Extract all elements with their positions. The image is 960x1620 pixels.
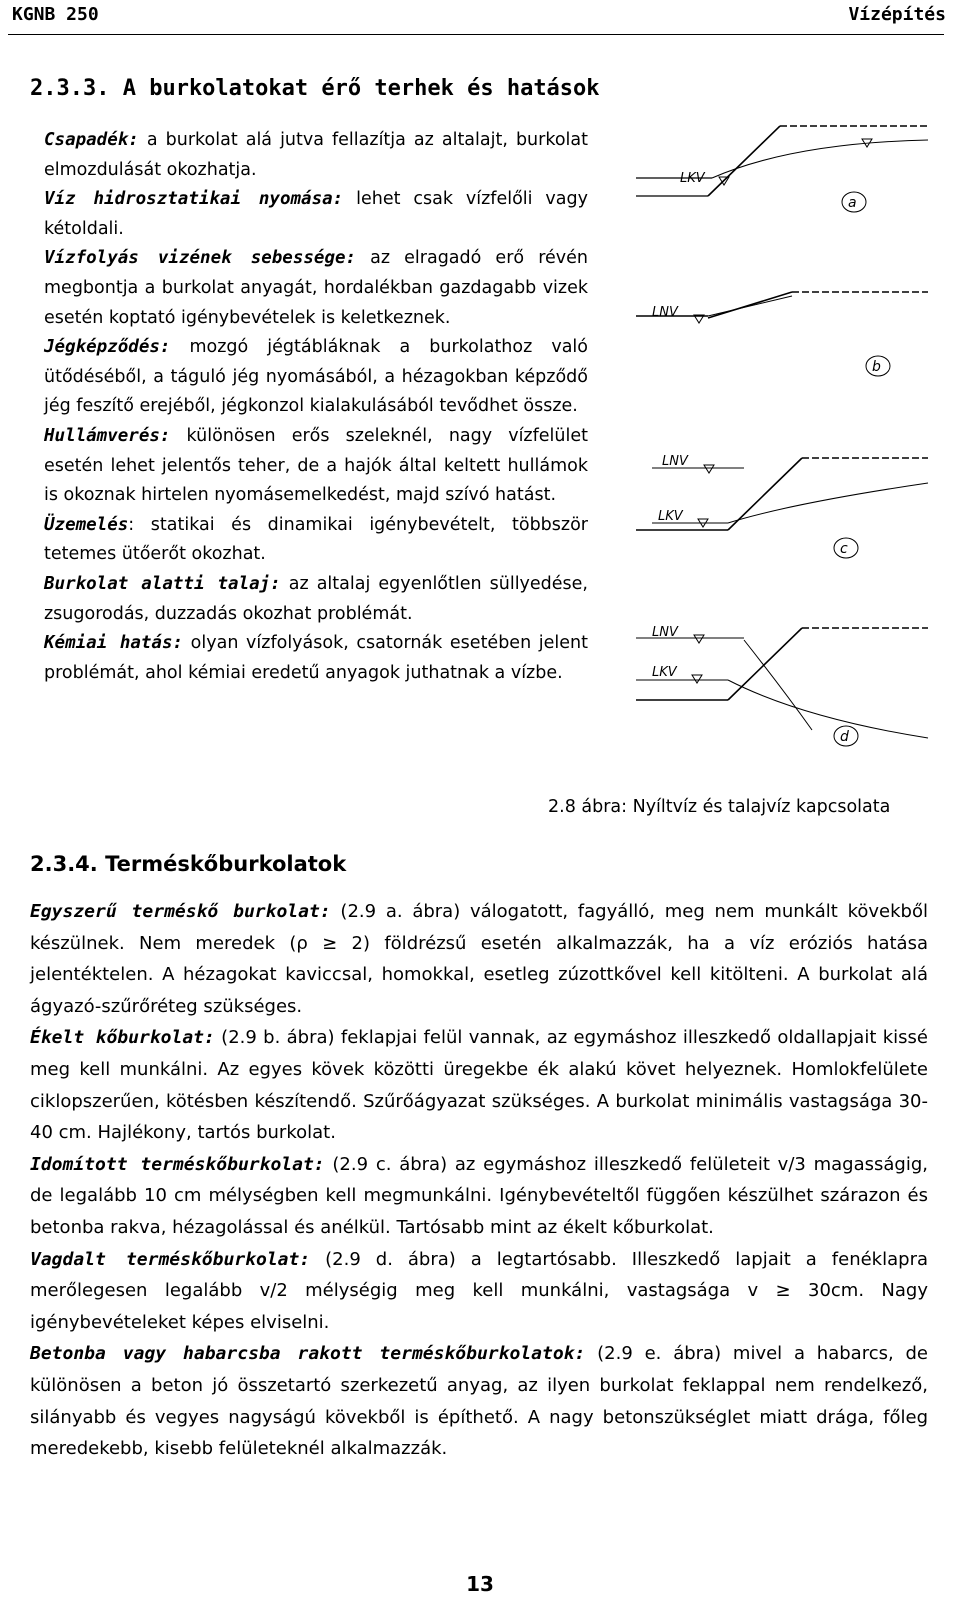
section-title-2-3-4: 2.3.4. Terméskőburkolatok — [30, 852, 347, 876]
load-text: az elragadó erő révén megbontja a burkolat anyagát, hordalékban gazdagabb vizek esetén koptató igénybevételek is keletkeznek. — [44, 248, 588, 328]
panel-label: LKV — [652, 665, 677, 680]
paving-item — [30, 1149, 928, 1244]
paving-text: (2.9 d. ábra) a legtartósabb. Illeszkedő lapjait a fenéklapra merőlegesen legalább v/2 mélységig meg kell munkálni, vastagsága v ≥ 30cm. Nagy igénybevételeket képes elviselni. — [30, 1248, 928, 1333]
panel-label: LNV — [652, 625, 678, 640]
panel-letter: c — [840, 541, 848, 557]
load-term: Vízfolyás vizének sebessége: — [44, 248, 357, 269]
load-term: Kémiai hatás: — [44, 633, 184, 654]
figure-panel-a — [636, 126, 928, 212]
page-number: 13 — [466, 1572, 494, 1596]
paving-item — [30, 1338, 928, 1464]
load-text: különösen erős szeleknél, nagy vízfelület esetén lehet jelentős teher, de a hajók által keltett hullámok is okoznak hirtelen nyomásemelkedést, majd szívó hatást. — [44, 425, 588, 506]
load-item — [44, 244, 588, 333]
load-item — [44, 511, 588, 570]
stone-paving-list — [30, 896, 928, 1465]
header-right: Vízépítés — [848, 4, 946, 25]
load-term: Hullámverés: — [44, 425, 171, 446]
load-term: Víz hidrosztatikai nyomása: — [44, 189, 344, 210]
load-item — [44, 422, 588, 511]
paving-term: Vagdalt terméskőburkolat: — [30, 1248, 311, 1270]
paving-term: Idomított terméskőburkolat: — [30, 1153, 325, 1175]
section-title-2-3-3: 2.3.3. A burkolatokat érő terhek és hatások — [30, 76, 600, 101]
figure-water-groundwater-diagram — [632, 118, 932, 768]
paving-text: (2.9 c. ábra) az egymáshoz illeszkedő felületeit v/3 magasságig, de legalább 10 cm mélységben kell megmunkálni. Igénybevételtől függően készülhet szárazon és betonba rakva, hézagolással és anélkül. Tartósabb mint az ékelt kőburkolat. — [30, 1153, 928, 1238]
load-term: Üzemelés — [44, 514, 129, 535]
load-text: lehet csak vízfelőli vagy kétoldali. — [44, 189, 588, 239]
panel-letter: d — [840, 729, 849, 745]
panel-letter: b — [872, 359, 881, 375]
load-term: Jégképződés: — [44, 337, 171, 358]
load-text: az altalaj egyenlőtlen süllyedése, zsugorodás, duzzadás okozhat problémát. — [44, 573, 588, 624]
panel-label: LNV — [662, 454, 688, 469]
paving-term: Betonba vagy habarcsba rakott terméskőburkolatok: — [30, 1343, 586, 1365]
figure-panel-b — [636, 292, 928, 376]
paving-text: (2.9 a. ábra) válogatott, fagyálló, meg nem munkált kövekből készülnek. Nem meredek (ρ ≥ 2) földrézsű esetén alkalmazzák, ha a víz eróziós hatása jelentéktelen. A hézagokat kaviccsal, homokkal, esetleg zúzottkővel kell kitölteni. A burkolat alá ágyazó-szűrőréteg szükséges. — [30, 901, 928, 1017]
load-term: Csapadék: — [44, 130, 139, 150]
load-item — [44, 126, 588, 185]
load-item — [44, 629, 588, 688]
figure-panel-d — [636, 625, 928, 746]
header-left: KGNB 250 — [12, 4, 99, 25]
paving-term: Egyszerű terméskő burkolat: — [30, 901, 331, 922]
load-text: a burkolat alá jutva fellazítja az altalajt, burkolat elmozdulását okozhatja. — [44, 130, 588, 180]
panel-letter: a — [848, 195, 857, 211]
paving-item — [30, 1244, 928, 1339]
paving-text: (2.9 b. ábra) feklapjai felül vannak, az egymáshoz illeszkedő oldallapjait kissé meg kell munkálni. Az egyes kövek közötti üregekbe ék alakú követ helyeznek. Homlokfelülete ciklopszerűen, kötésben készítendő. Szűrőágyazat szükséges. A burkolat minimális vastagsága 30-40 cm. Hajlékony, tartós burkolat. — [30, 1027, 928, 1144]
load-item — [44, 570, 588, 629]
panel-label: LNV — [652, 305, 678, 320]
paving-term: Ékelt kőburkolat: — [30, 1027, 215, 1049]
figure-panel-c — [636, 454, 928, 558]
panel-label: LKV — [658, 509, 683, 524]
load-item — [44, 185, 588, 244]
paving-text: (2.9 e. ábra) mivel a habarcs, de különösen a beton jó összetartó szerkezetű anyag, az ilyen burkolat feklappal nem rendelkező, silányabb és vegyes nagyságú kövekből is építhető. A nagy betonszükséglet miatt drága, főleg meredekebb, kisebb felületeknél alkalmazzák. — [30, 1343, 929, 1460]
load-text: olyan vízfolyások, csatornák esetében jelent problémát, ahol kémiai eredetű anyagok juthatnak a vízbe. — [44, 633, 588, 683]
load-term: Burkolat alatti talaj: — [44, 573, 281, 594]
load-text: mozgó jégtábláknak a burkolathoz való ütődéséből, a táguló jég nyomásából, a hézagokban képződő jég feszítő erejéből, jégkonzol kialakulásából tevődhet össze. — [44, 337, 588, 417]
load-text: : statikai és dinamikai igénybevételt, többször tetemes ütőerőt okozhat. — [44, 514, 588, 565]
loads-list — [44, 126, 588, 688]
figure-caption: 2.8 ábra: Nyíltvíz és talajvíz kapcsolata — [548, 797, 891, 817]
paving-item — [30, 896, 928, 1022]
header-rule — [8, 34, 944, 35]
load-item — [44, 333, 588, 422]
panel-label: LKV — [680, 171, 705, 186]
paving-item — [30, 1022, 928, 1148]
